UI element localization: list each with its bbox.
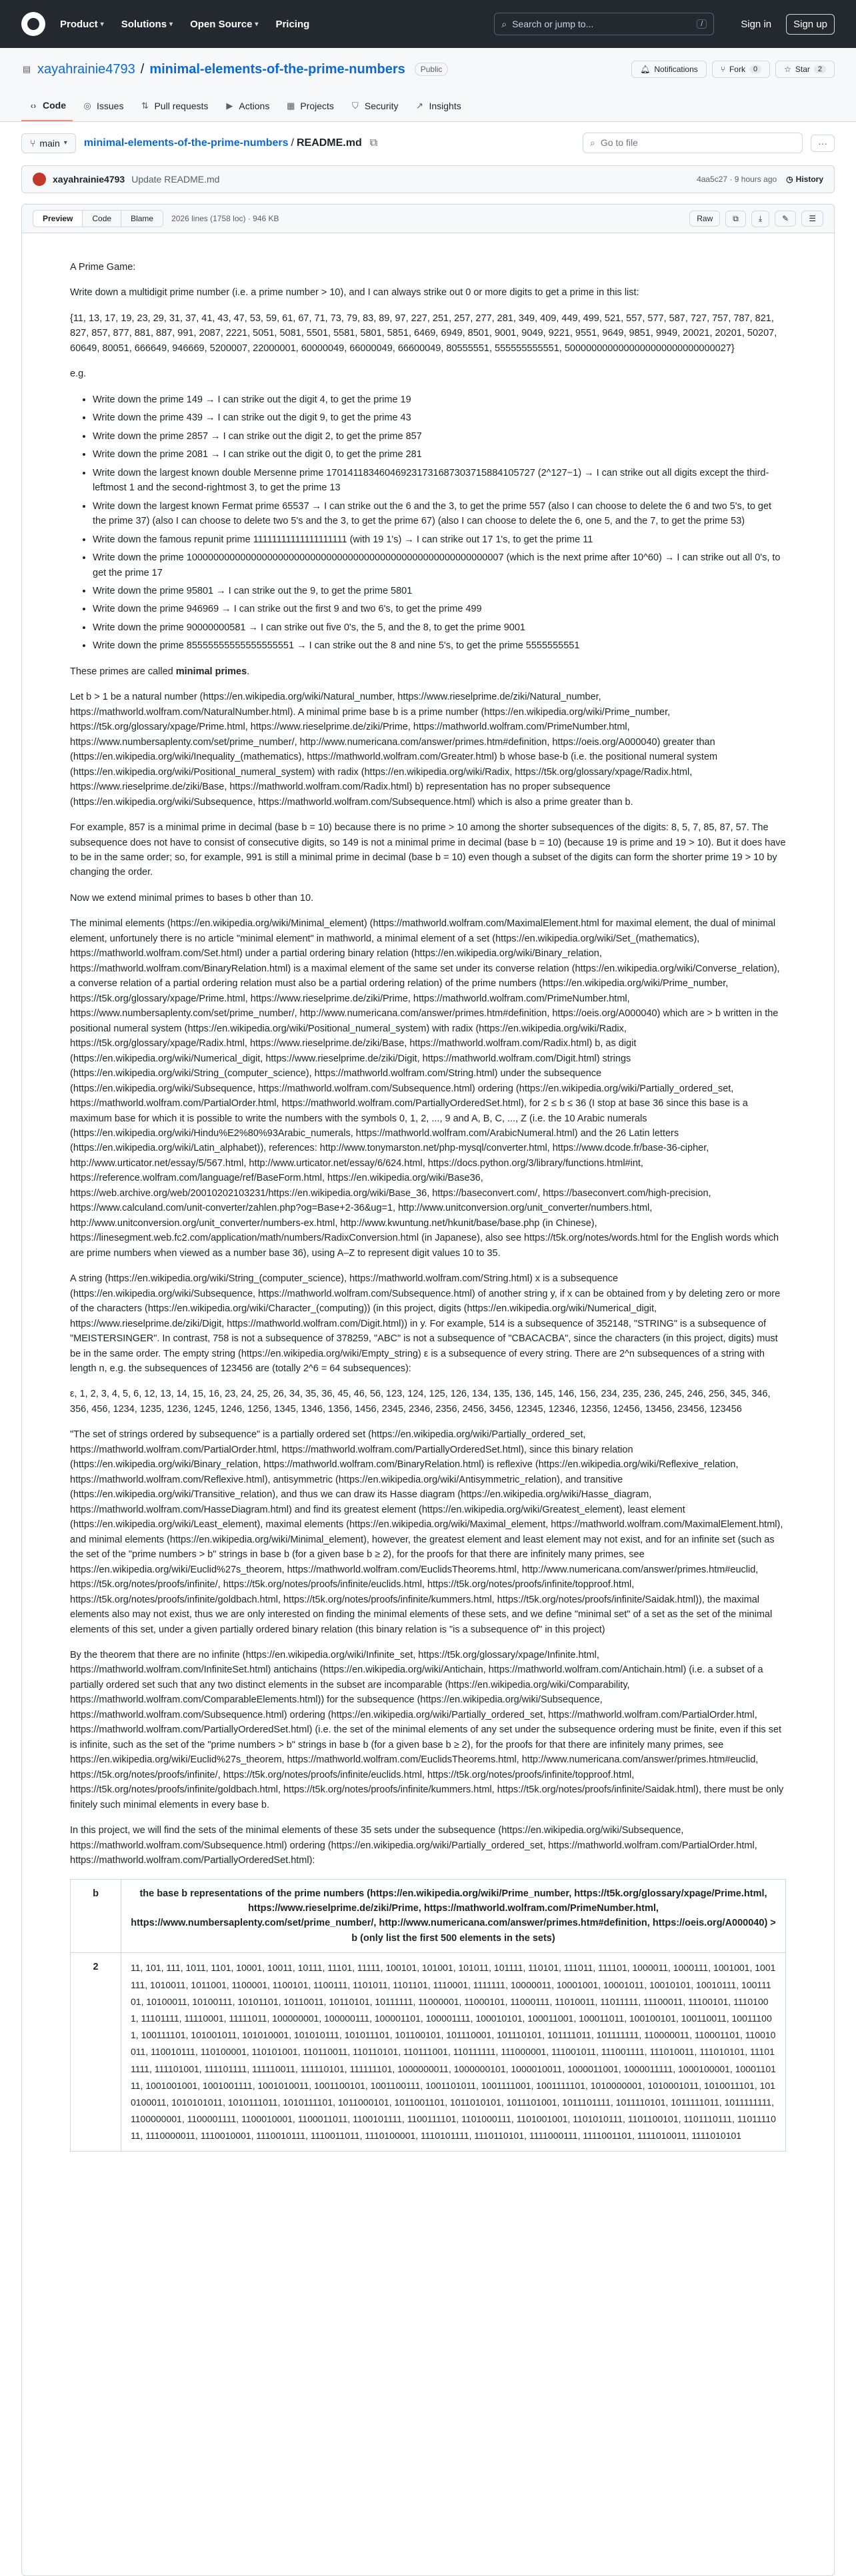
history-label: History — [795, 175, 823, 184]
nav-pricing[interactable] — [275, 19, 309, 30]
tab-projects[interactable] — [279, 91, 341, 121]
definition-paragraph: Let b > 1 be a natural number (https://en.wikipedia.org/wiki/Natural_number, https://www.rieselprime.de/ziki/Natural_number, https://mathworld.wolfram.com/NaturalNumber.html). A minimal prime base b is a prime number (https://en.wikipedia.org/wiki/Prime_number, https://t5k.org/glossary/xpage/Prime.html, https://www.rieselprime.de/ziki/Prime, https://mathworld.wolfram.com/PrimeNumber.html, https://www.numbersaplenty.com/set/prime_number/, http://www.numericana.com/answer/primes.htm#definition, https://oeis.org/A000040) greater than (https://en.wikipedia.org/wiki/Inequality_(mathematics), https://mathworld.wolfram.com/Greater.html) b whose base-b (i.e. the positional numeral system (https://en.wikipedia.org/wiki/Positional_numeral_system) with radix (https://en.wikipedia.org/wiki/Radix, https://t5k.org/glossary/xpage/Radix.html, https://www.rieselprime.de/ziki/Base, https://mathworld.wolfram.com/Radix.html) b) representation has no proper subsequence (https://en.wikipedia.org/wiki/Subsequence, https://mathworld.wolfram.com/Subsequence.html) which is also a prime greater than b. — [70, 692, 718, 808]
graph-icon: ↗ — [416, 101, 423, 111]
repo-icon: ▤ — [22, 64, 31, 74]
tab-issues-label: Issues — [97, 101, 124, 111]
minimal-elements-paragraph: The minimal elements (https://en.wikipedia.org/wiki/Minimal_element) (https://mathworld.wolfram.com/MaximalElement.html for maximal element, the dual of minimal element, unfortunely there is no article "minimal element" in mathworld, a minimal element of a set (https://en.wikipedia.org/wiki/Set_(mathematics), https://mathworld.wolfram.com/Set.html) under a partial ordering binary relation (https://en.wikipedia.org/wiki/Binary_relation, https://mathworld.wolfram.com/BinaryRelation.html) is a maximal element of the same set under its converse relation (https://en.wikipedia.org/wiki/Converse_relation), a converse relation of a partial ordering relation must also be a partial ordering relation) of the prime numbers (https://en.wikipedia.org/wiki/Prime_number, https://t5k.org/glossary/xpage/Prime.html, https://www.rieselprime.de/ziki/Prime, https://mathworld.wolfram.com/PrimeNumber.html, https://www.numbersaplenty.com/set/prime_number/, http://www.numericana.com/answer/primes.htm#definition, https://oeis.org/A000040) which are > b written in the positional numeral system (https://en.wikipedia.org/wiki/Positional_numeral_system) with radix (https://en.wikipedia.org/wiki/Radix, https://t5k.org/glossary/xpage/Radix.html, https://www.rieselprime.de/ziki/Base, https://mathworld.wolfram.com/Radix.html) b, as digit (https://en.wikipedia.org/wiki/Numerical_digit, https://www.rieselprime.de/ziki/Digit, https://mathworld.wolfram.com/Digit.html) strings (https://en.wikipedia.org/wiki/String_(computer_science), https://mathworld.wolfram.com/String.html) under the subsequence (https://en.wikipedia.org/wiki/Subsequence, https://mathworld.wolfram.com/Subsequence.html) ordering (https://en.wikipedia.org/wiki/Partially_ordered_set, https://mathworld.wolfram.com/PartialOrder.html, https://mathworld.wolfram.com/PartiallyOrderedSet.html), for 2 ≤ b ≤ 36 (I stop at base 36 since this base is a maximum base for which it is possible to write the numbers with the symbols 0, 1, 2, ..., 9 and A, B, C, ..., Z (i.e. the 10 Arabic numerals (https://en.wikipedia.org/wiki/Hindu%E2%80%93Arabic_numerals, https://mathworld.wolfram.com/ArabicNumeral.html) and the 26 Latin letters (https://en.wikipedia.org/wiki/Latin_alphabet)), references: http://www.tonymarston.net/php-mysql/converter.html, https://www.dcode.fr/base-36-cipher, http://www.urticator.net/essay/5/567.html, http://www.urticator.net/essay/6/624.html, https://docs.python.org/3/library/functions.html#int, https://reference.wolfram.com/language/ref/BaseForm.html, https://en.wikipedia.org/wiki/Base36, https://web.archive.org/web/20010202103231/https://en.wikipedia.org/wiki/Base_36, https://baseconvert.com/, https://baseconvert.com/high-precision, https://www.calculand.com/unit-converter/zahlen.php?og=Base+2-36&ug=1, http://www.unitconversion.org/unit_converter/numbers.html, http://www.unitconversion.org/unit_converter/numbers-ex.html, http://www.kwuntung.net/hkunit/base/base.php (in Chinese), https://linesegment.web.fc2.com/application/math/numbers/RadixConversion.html (in Japanese), also see https://t5k.org/notes/words.html for the English words which are prime numbers when viewed as a number base 36), using A–Z to represent digit values 10 to 35. — [70, 918, 780, 1259]
file-viewer — [21, 204, 835, 2576]
star-icon: ☆ — [784, 65, 791, 74]
play-icon: ▶ — [226, 101, 233, 111]
edit-icon[interactable]: ✎ — [775, 211, 796, 227]
table-row — [71, 1953, 786, 2152]
sign-up-button[interactable]: Sign up — [786, 14, 835, 35]
notifications-button[interactable] — [631, 61, 707, 78]
commit-time: 9 hours ago — [734, 175, 777, 184]
commit-author-link[interactable]: xayahrainie4793 — [53, 174, 125, 185]
table-icon: ▦ — [287, 101, 295, 111]
github-logo-icon[interactable] — [21, 12, 45, 36]
branch-selector[interactable] — [21, 133, 76, 153]
visibility-badge: Public — [415, 63, 449, 76]
file-navigation — [0, 122, 856, 160]
tab-code-view[interactable]: Code — [83, 211, 121, 227]
file-toolbar — [22, 205, 834, 233]
breadcrumb — [84, 137, 377, 149]
prime-list: {11, 13, 17, 19, 23, 29, 31, 37, 41, 43, 47, 53, 59, 61, 67, 71, 73, 79, 83, 89, 97, 227, 251, 257, 277, 281, 349, 409, 449, 499, 521, 557, 577, 587, 727, 757, 787, 821, 827, 857, 877, 881, 887, 991, 2087, 2221, 5051, 5081, 5501, 5581, 5801, 5851, 6469, 6949, 8501, 9001, 9049, 9221, 9551, 9649, 9851, 9949, 20021, 20201, 50207, 60649, 80051, 666649, 946669, 5200007, 22000001, 60000049, 66000049, 66600049, 80555551, 555555555551, 5000000000000000000000000000027} — [70, 313, 777, 354]
minimal-primes-note — [70, 664, 786, 679]
commit-hash-text: 4aa5c27 — [697, 175, 728, 184]
more-options-button[interactable]: ··· — [811, 135, 835, 152]
copy-icon[interactable]: ⧉ — [725, 211, 746, 227]
path-separator: / — [140, 61, 145, 77]
search-placeholder: Search or jump to... — [512, 19, 594, 29]
eg-label: e.g. — [70, 368, 87, 380]
fork-button[interactable] — [712, 61, 770, 78]
star-count: 2 — [814, 65, 826, 73]
tab-security[interactable] — [343, 91, 405, 121]
project-paragraph: In this project, we will find the sets of the minimal elements of these 35 sets under the subsequence (https://en.wikipedia.org/wiki/Subsequence, https://mathworld.wolfram.com/Subsequence.html) ordering (https://en.wikipedia.org/wiki/Partially_ordered_set, https://mathworld.wolfram.com/PartialOrder.html, https://mathworld.wolfram.com/PartiallyOrderedSet.html): — [70, 1825, 757, 1866]
repo-owner-link[interactable]: xayahrainie4793 — [37, 61, 135, 77]
nav-product[interactable] — [60, 19, 104, 30]
list-item: • Write down the prime 95801 → I can strike out the 9, to get the prime 5801 — [93, 584, 786, 598]
pull-request-icon: ⇅ — [141, 101, 149, 111]
issue-icon: ◎ — [83, 101, 91, 111]
tab-actions[interactable] — [217, 91, 276, 121]
repo-name-link[interactable]: minimal-elements-of-the-prime-numbers — [149, 61, 405, 77]
list-item: • Write down the prime 946969 → I can strike out the first 9 and two 6's, to get the prime 499 — [93, 602, 786, 616]
list-item: • Write down the famous repunit prime 11111111111111111111 (with 19 1's) → I can strike out 17 1's, to get the prime 11 — [93, 532, 786, 547]
list-item: • Write down the prime 149 → I can strike out the digit 4, to get the prime 19 — [93, 392, 786, 407]
nav-product-label: Product — [60, 18, 98, 30]
tab-issues[interactable] — [75, 91, 130, 121]
readme-content — [22, 233, 834, 2178]
intro-paragraph: Write down a multidigit prime number (i.e. a prime number > 10), and I can always strike out 0 or more digits to get a prime in this list: — [70, 287, 639, 299]
search-icon: ⌕ — [590, 137, 595, 148]
list-item: • Write down the prime 85555555555555555551 → I can strike out the 8 and nine 5's, to get the prime 5555555551 — [93, 638, 786, 653]
note-suffix: . — [247, 666, 250, 677]
star-label: Star — [795, 65, 810, 74]
intro-title: A Prime Game: — [70, 262, 136, 273]
code-icon: ‹› — [30, 100, 37, 111]
subsequence-list: ε, 1, 2, 3, 4, 5, 6, 12, 13, 14, 15, 16, 23, 24, 25, 26, 34, 35, 36, 45, 46, 56, 123, 124, 125, 126, 134, 135, 136, 145, 146, 156, 234, 235, 236, 245, 246, 256, 345, 346, 356, 456, 1234, 1235, 1236, 1245, 1246, 1256, 1345, 1346, 1356, 1456, 2345, 2346, 2356, 2456, 3456, 12345, 12346, 12356, 12456, 13456, 23456, 123456 — [70, 1389, 771, 1415]
tab-code[interactable] — [21, 91, 73, 121]
path-separator: / — [291, 137, 294, 149]
list-item: • Write down the prime 2857 → I can strike out the digit 2, to get the prime 857 — [93, 429, 786, 444]
example-paragraph: For example, 857 is a minimal prime in decimal (base b = 10) because there is no prime > 10 among the shorter subsequences of the digits: 8, 5, 7, 85, 87, 57. The subsequence does not have to consist of consecutive digits, so 149 is not a minimal prime in decimal (base b = 10) (because 19 is prime and 19 > 10). But it does have to be in the same order; so, for example, 991 is still a minimal prime in decimal (base b = 10) even though a subset of the digits can form the shorter prime 19 > 10 by changing the order. — [70, 822, 786, 878]
tab-pull-requests[interactable] — [133, 91, 215, 121]
table-header-row — [71, 1879, 786, 1953]
extend-paragraph: Now we extend minimal primes to bases b other than 10. — [70, 892, 314, 904]
commit-meta — [697, 175, 823, 184]
avatar[interactable] — [33, 173, 46, 186]
nav-solutions[interactable] — [121, 19, 173, 30]
list-item: • Write down the prime 439 → I can strike out the digit 9, to get the prime 43 — [93, 410, 786, 425]
repo-header — [0, 48, 856, 122]
global-nav — [60, 19, 309, 30]
star-button[interactable] — [775, 61, 835, 78]
list-item: • Write down the prime 2081 → I can strike out the digit 0, to get the prime 281 — [93, 447, 786, 462]
commit-hash[interactable]: 4aa5c27 · 9 hours ago — [697, 175, 777, 184]
list-item: • Write down the largest known Fermat prime 65537 → I can strike out the 6 and the 3, to get the prime 557 (also I can choose to delete the 6 and two 5's, to get the prime 37) (also I can choose to delete two 5's and the 3, to get the prime 67) (also I can choose to delete the 6, one 5, and the 7, to get the prime 53) — [93, 499, 786, 529]
latest-commit — [21, 165, 835, 193]
nav-pricing-label: Pricing — [275, 18, 310, 30]
chevron-down-icon: ▾ — [63, 139, 67, 147]
view-mode-switch — [33, 210, 163, 227]
nav-open-source[interactable] — [190, 19, 258, 30]
outline-list-icon[interactable]: ☰ — [801, 211, 823, 227]
copy-path-icon[interactable]: ⧉ — [369, 137, 378, 149]
table-header-b: b — [71, 1879, 121, 1953]
breadcrumb-file-name: README.md — [296, 137, 362, 149]
repo-title-row — [21, 48, 835, 91]
branch-name: main — [39, 137, 60, 149]
breadcrumb-repo-link[interactable]: minimal-elements-of-the-prime-numbers — [83, 137, 289, 149]
tab-security-label: Security — [364, 101, 399, 111]
list-item: • Write down the largest known double Mersenne prime 170141183460469231731687303715884105727 (2^127−1) → I can strike out all digits except the third-leftmost 1 and the second-rightmost 3, to get the prime 13 — [93, 466, 786, 496]
examples-list — [70, 392, 786, 654]
list-item: • Write down the prime 90000000581 → I can strike out five 0's, the 5, and the 8, to get the prime 9001 — [93, 620, 786, 635]
tab-actions-label: Actions — [239, 101, 270, 111]
note-prefix: These primes are called — [70, 666, 176, 677]
download-icon[interactable]: ⤓ — [751, 211, 769, 227]
global-header — [0, 0, 856, 48]
history-button[interactable] — [786, 175, 823, 184]
commit-message-link[interactable]: Update README.md — [131, 174, 220, 185]
repo-actions — [631, 61, 835, 78]
theorem-paragraph: By the theorem that there are no infinite (https://en.wikipedia.org/wiki/Infinite_set, https://t5k.org/glossary/xpage/Infinite.html, https://mathworld.wolfram.com/InfiniteSet.html) antichains (https://en.wikipedia.org/wiki/Antichain, https://mathworld.wolfram.com/Antichain.html) (i.e. a subset of a partially ordered set such that any two distinct elements in the subset are incomparable (https://en.wikipedia.org/wiki/Comparability, https://mathworld.wolfram.com/ComparableElements.html)) for the subsequence (https://en.wikipedia.org/wiki/Subsequence, https://mathworld.wolfram.com/Subsequence.html) ordering (https://en.wikipedia.org/wiki/Partially_ordered_set, https://mathworld.wolfram.com/PartialOrder.html, https://mathworld.wolfram.com/PartiallyOrderedSet.html) (i.e. the set of the minimal elements of any set under the subsequence ordering must be finite, even if this set is infinite, such as the set of the "prime numbers > b" strings in base b (for a given base b ≥ 2), for the proofs for that there are infinitely many primes, see https://en.wikipedia.org/wiki/Euclid%27s_theorem, https://mathworld.wolfram.com/EuclidsTheorems.html, http://www.numericana.com/answer/primes.htm#euclid, https://t5k.org/notes/proofs/infinite/, https://t5k.org/notes/proofs/infinite/euclids.html, https://t5k.org/notes/proofs/infinite/topproof.html, https://t5k.org/notes/proofs/infinite/goldbach.html, https://t5k.org/notes/proofs/infinite/kummers.html, https://t5k.org/notes/proofs/infinite/Saidak.html), there must be only finitely such minimal elements in every base b. — [70, 1649, 784, 1810]
tab-blame[interactable]: Blame — [121, 211, 163, 227]
repo-tabs — [21, 91, 835, 121]
tab-insights[interactable] — [407, 91, 467, 121]
tab-insights-label: Insights — [429, 101, 461, 111]
go-to-file-placeholder: Go to file — [600, 137, 638, 148]
raw-button[interactable]: Raw — [689, 211, 720, 227]
chevron-down-icon: ▾ — [255, 20, 259, 28]
tab-preview[interactable]: Preview — [33, 211, 83, 227]
search-shortcut-key: / — [697, 19, 707, 29]
bell-icon: 🔔︎ — [640, 65, 651, 74]
shield-icon: ⛉ — [352, 101, 359, 111]
table-header-set: the base b representations of the prime numbers (https://en.wikipedia.org/wiki/Prime_number, https://t5k.org/glossary/xpage/Prime.html, https://www.rieselprime.de/ziki/Prime, https://mathworld.wolfram.com/PrimeNumber.html, https://www.numbersaplenty.com/set/prime_number/, http://www.numericana.com/answer/primes.htm#definition, https://oeis.org/A000040) > b (only list the first 500 elements in the sets) — [121, 1879, 786, 1953]
search-icon: ⌕ — [501, 18, 507, 29]
tab-projects-label: Projects — [300, 101, 334, 111]
note-strong: minimal primes — [175, 666, 247, 677]
tab-pull-requests-label: Pull requests — [154, 101, 209, 111]
string-paragraph: A string (https://en.wikipedia.org/wiki/String_(computer_science), https://mathworld.wolfram.com/String.html) x is a subsequence (https://en.wikipedia.org/wiki/Subsequence, https://mathworld.wolfram.com/Subsequence.html) of another string y, if x can be obtained from y by deleting zero or more of the characters (https://en.wikipedia.org/wiki/Character_(computing)) (in this project, digits (https://en.wikipedia.org/wiki/Numerical_digit, https://www.rieselprime.de/ziki/Digit, https://mathworld.wolfram.com/Digit.html)) in y. For example, 514 is a subsequence of 352148, "STRING" is a subsequence of "MEISTERSINGER". In contrast, 758 is not a subsequence of 378259, "ABC" is not a subsequence of "CBACACBA", since the characters (in this project, digits) must be in the same order. The empty string (https://en.wikipedia.org/wiki/Empty_string) ε is a subsequence of every string. There are 2^n subsequences of a string with length n, e.g. the subsequences of 123456 are (totally 2^6 = 64 subsequences): — [70, 1273, 781, 1374]
chevron-down-icon: ▾ — [169, 20, 173, 28]
tab-code-label: Code — [43, 100, 66, 111]
branch-icon: ⑂ — [30, 137, 36, 149]
fork-count: 0 — [749, 65, 761, 73]
file-actions — [689, 211, 823, 227]
table-cell-values: 11, 101, 111, 1011, 1101, 10001, 10011, 10111, 11101, 11111, 100101, 101001, 101011, 101111, 110101, 111011, 111101, 1000011, 1000111, 1001001, 1001111, 1010011, 1011001, 1100001, 1100101, 1100111, 1101011, 1101101, 1110001, 1111111, 10000011, 10001001, 10001011, 10010101, 10010111, 10011101, 10100011, 10100111, 10101101, 10110011, 10110101, 10111111, 11000001, 11000101, 11000111, 11010011, 11011111, 11100011, 11100101, 11101001, 11101111, 11110001, 11111011, 100000001, 100000111, 100001101, 100001111, 100010101, 100011001, 100011011, 100100101, 100110011, 100111001, 100111101, 101001011, 101010001, 101010111, 101011101, 101100101, 101110001, 101110101, 101111011, 101111111, 110000011, 110001101, 110010011, 110010111, 110100001, 110101001, 110110011, 110110101, 110111001, 110111111, 111000001, 111001011, 111001111, 111010011, 111010101, 111011111, 111101001, 111101111, 111110011, 111110101, 111111101, 1000000011, 1000000101, 1000010011, 1000011001, 1000011111, 1000100001, 1000110111, 1001001001, 1001001111, 1001010011, 1001100101, 1001100111, 1001101011, 1001111001, 1001111101, 1010000001, 1010001011, 1010011101, 1010100011, 1010101011, 1010111011, 1010111101, 1011000101, 1011001101, 1011010101, 1011101001, 1011101111, 1011110101, 1011111011, 1011111111, 1100000001, 1100001111, 1100010001, 1100011011, 1100101111, 1100111101, 1101000111, 1101001001, 1101010111, 1101100101, 1101110111, 1101111011, 1110000011, 1110010001, 1110010111, 1110011011, 1110100001, 1110101111, 1110110101, 1111000111, 1111001101, 1111010011, 1111010101 — [121, 1953, 786, 2152]
list-item: • Write down the prime 10000000000000000000000000000000000000000000000000000000007 (which is the next prime after 10^60) → I can strike out all 0's, to get the prime 17 — [93, 550, 786, 580]
table-cell-b: 2 — [71, 1953, 121, 2152]
chevron-down-icon: ▾ — [100, 20, 104, 28]
nav-open-source-label: Open Source — [190, 18, 253, 30]
search-input[interactable] — [494, 13, 714, 35]
notifications-label: Notifications — [654, 65, 698, 74]
file-info: 2026 lines (1758 loc) · 946 KB — [171, 214, 279, 223]
sign-in-link[interactable]: Sign in — [741, 18, 772, 30]
ordered-set-paragraph: "The set of strings ordered by subsequence" is a partially ordered set (https://en.wikipedia.org/wiki/Partially_ordered_set, https://mathworld.wolfram.com/PartialOrder.html, https://mathworld.wolfram.com/PartiallyOrderedSet.html), since this binary relation (https://en.wikipedia.org/wiki/Binary_relation, https://mathworld.wolfram.com/BinaryRelation.html) is reflexive (https://en.wikipedia.org/wiki/Reflexive_relation, https://mathworld.wolfram.com/Reflexive.html), antisymmetric (https://en.wikipedia.org/wiki/Antisymmetric_relation), and transitive (https://en.wikipedia.org/wiki/Transitive_relation), and thus we can draw its Hasse diagram (https://en.wikipedia.org/wiki/Hasse_diagram, https://mathworld.wolfram.com/HasseDiagram.html) and find its greatest element (https://en.wikipedia.org/wiki/Greatest_element), least element (https://en.wikipedia.org/wiki/Least_element), maximal elements (https://en.wikipedia.org/wiki/Maximal_element, https://mathworld.wolfram.com/MaximalElement.html), and minimal elements (https://en.wikipedia.org/wiki/Minimal_element), however, the greatest element and least element may not exist, and for an infinite set (such as the set of the "prime numbers > b" strings in base b (for a given base b ≥ 2), for the proofs for that there are infinitely many primes, see https://en.wikipedia.org/wiki/Euclid%27s_theorem, https://mathworld.wolfram.com/EuclidsTheorems.html, http://www.numericana.com/answer/primes.htm#euclid, https://t5k.org/notes/proofs/infinite/, https://t5k.org/notes/proofs/infinite/euclids.html, https://t5k.org/notes/proofs/infinite/topproof.html, https://t5k.org/notes/proofs/infinite/goldbach.html, https://t5k.org/notes/proofs/infinite/kummers.html, https://t5k.org/notes/proofs/infinite/Saidak.html)), the maximal elements also may not exist, thus we are only interested on finding the minimal elements of these sets, and we define "minimal set" of a set as the set of the minimal elements of this set, under a given partially ordered binary relation (this binary relation is "is a subsequence of" in this project) — [70, 1429, 783, 1635]
nav-solutions-label: Solutions — [121, 18, 167, 30]
primes-table — [70, 1879, 786, 2152]
go-to-file-input[interactable] — [583, 133, 803, 153]
clock-icon: ◷ — [786, 175, 793, 184]
fork-label: Fork — [729, 65, 745, 74]
fork-icon: ⑂ — [720, 65, 725, 74]
